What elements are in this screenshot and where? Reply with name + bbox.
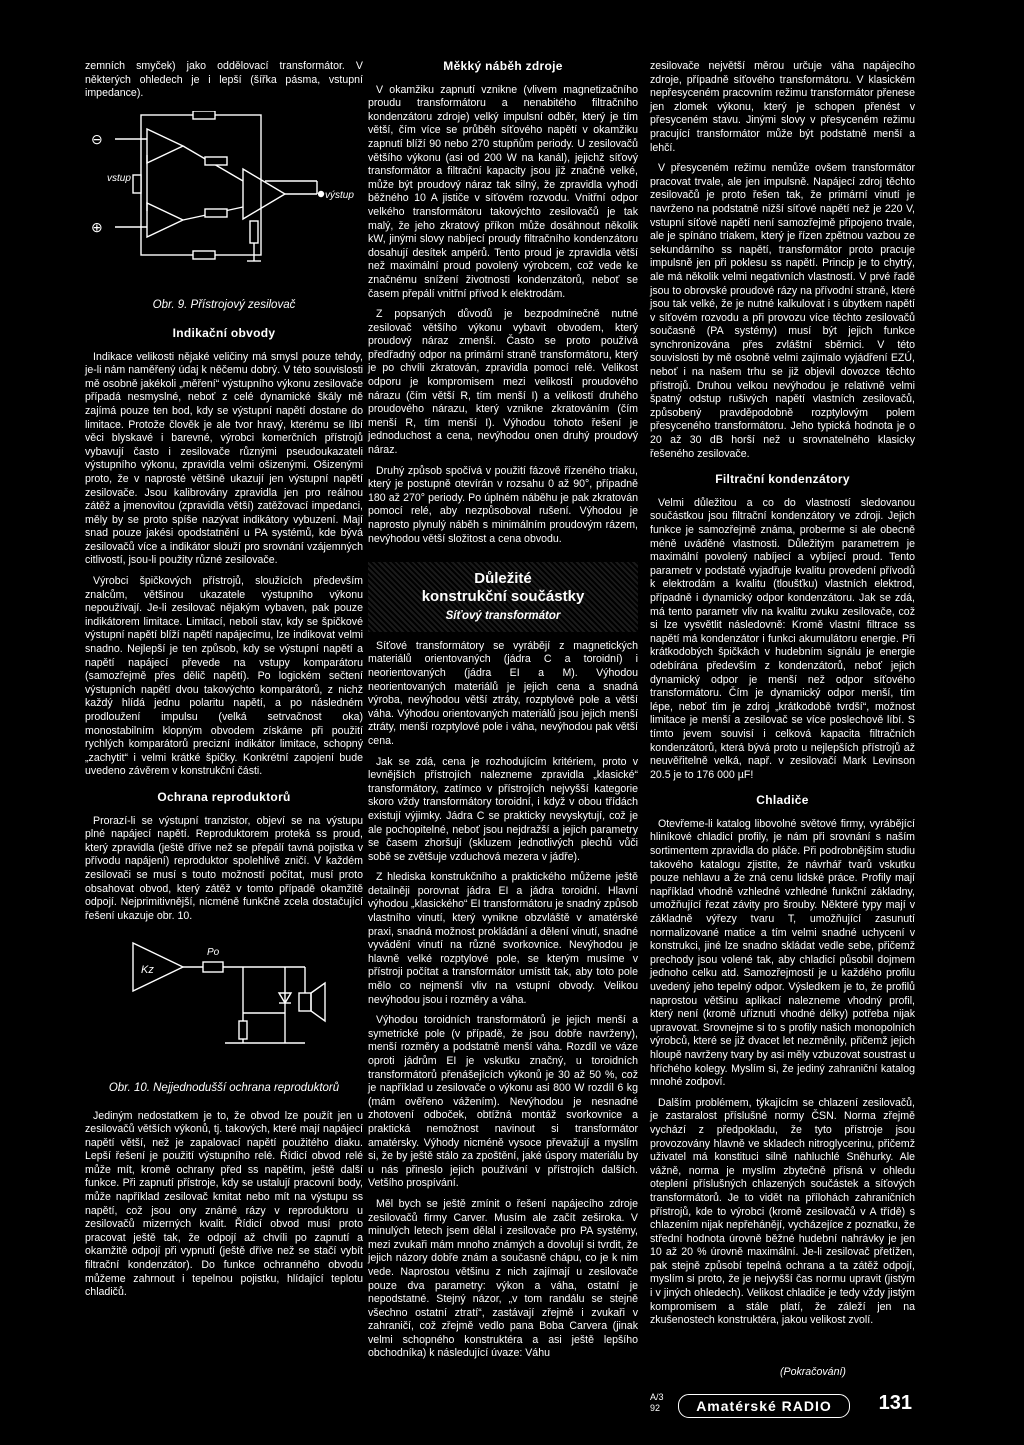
figure-10-caption: Obr. 10. Nejjednodušší ochrana reproduktorů [108,1081,340,1094]
heading-sitovy-transformator: Síťový transformátor [445,610,561,623]
opamp-3 [243,169,285,219]
kz-label: Kz [141,964,154,977]
output-label: výstup [325,189,354,201]
heading-ochrana-reproduktoru: Ochrana reproduktorů [157,789,291,804]
paragraph: Dalším problémem, týkajícím se chlazení zesilovačů, je zastaralost příslušné normy ČSN. Norma zřejmě vychází z předpokladu, že tyto přístroje jsou provozovány hlavně ve skladech nitroglycerinu, přičemž uživatel má konstituci silně nahluchlé Sněhurky. Ale vážně, norma je myslím zbytečně přísná v ohledu oteplení příslušných chlazených součástek a síťových transformátorů. Je to vidět na přílohách zahraničních přístrojů, kde to výrobci (kromě zesilovačů v A třídě) s chlazením nijak nepřehánějí, vycházejíce z poznatku, že střední hodnota úrovně běžné hudební nahrávky je jen 10 až 20 % úrovně maximální. Je-li zesilovač přetížen, pak stejně způsobí tepelná ochrana a ta zátěž odpojí, myslím si proto, že je nejvyšší čas normu upravit (jistým i v jiných ohledech). Velikost chladiče je tedy vždy jistým kompromisem a stále platí, že záleží jen na zkušenostech konstruktéra, jakou velikost zvolí. [650,1096,915,1327]
paragraph: Otevřeme-li katalog libovolné světové firmy, vyrábějící hliníkové chladicí profily, je nám při srovnání s naším sortimentem zpravidla do pláče. Při podrobnějším studiu takového katalogu zjistíte, že návrhář tvarů vskutku pouze nehlavu a že zná cenu lidské práce. Profily mají například vhodně vzhledné vzhledné funkční základny, umožňující řezat závity pro šrouby. Některé typy mají v základně výřezy tvaru T, umožňující zasunutí normalizované matice a tím velmi snadné uchycení v konstrukci, jiné lze snadno skládat vedle sebe, přičemž prechody jsou volené tak, aby chladicí působil dojmem jednoho celku atd. Samozřejmostí je u každého profilu uvedený jeho tepelný odpor. Výsledkem je to, že profilů naprostou většinu aplikací nalezneme vhodný profil, který není (kromě uříznutí vhodné délky) potřeba nijak upravovat. Srovnejme si to s profily našich monopolních výrobců, které se již dvacet let nezměnily, přičemž jejich hloupě navrženy tvary by asi měly vzbuzovat soustrast u hříchého kolegy. Myslím si, že jediný zahraniční katalog mnohé zodpoví. [650,817,915,1089]
section-banner [368,562,638,632]
plus-terminal: ⊕ [91,218,103,235]
paragraph: Jak se zdá, cena je rozhodujícím kritériem, proto v levnějších přístrojích nalezneme zpravidla „klasické“ transformátory, zatímco v přístrojích nejvyšší kategorie skoro vždy transformátory toroidní, i když v obou třídách existují výjimky. Jádra C se prakticky nevyskytují, což je ale pochopitelné, neboť jsou nejdražší a jejich parametry se časem zhoršují (skluzem jednotlivých plechů vůči sobě se zvětšuje vzduchová mezera v jádře). [368,755,638,863]
issue-number: A/3 92 [650,1392,664,1413]
opamp-2 [147,203,183,237]
banner-title-2: konstrukční součástky [421,588,585,606]
paragraph: Indikace velikosti nějaké veličiny má smysl pouze tehdy, je-li nám naměřený údaj k něčemu dobrý. V této souvislosti mě osobně jakékoli „měření“ výstupního výkonu zesilovače případá nesmyslné, neboť z celé dynamické škály mě zajímá pouze ten bod, kdy se výstupní napětí dostane do limitace. Protože člověk je ale tvor hravý, kterému se líbí věci blyskavé i barevné, výrobci komerčních přístrojů vybavují často i zesilovače různými pseudoukazateli výstupního výkonu, zpravidla velmi ošizenými. Ošizenými proto, že v naprosté většině ukazují jen výstupní napětí zesilovače. Jsou kalibrovány zpravidla jen pro reálnou zátěž a jmenovitou (zpravidla větší) zatěžovací impedanci, měly by se proto spíše nazývat indikátory vybuzení. Mají snad pouze jakési opodstatnění u PA systémů, kde bývá zesilovačů více a indikátor slouží pro srovnání vzájemných citlivostí, jsou-li použity různé zesilovače. [85,350,363,567]
paragraph: V přesyceném režimu nemůže ovšem transformátor pracovat trvale, ale jen impulsně. Napájecí zdroj těchto zesilovačů je proto řešen tak, že primární vinutí je navrženo na podstatně nižší síťové napětí než je 220 V, vstupní síťové napětí není samozřejmě připojeno trvale, ale je spínáno triakem, který je řízen zpětnou vazbou ze sekundárního ss napětí, transformátor proto pracuje impulsně jen při poklesu ss napětí. Princip je to chytrý, ale má několik velmi negativních vlastností. V prvé řadě jsou to obrovské proudové rázy na přívodní straně, které jsou tak velké, že je nutné kalkulovat i s úbytkem napětí v síťovém rozvodu a při provozu více těchto zesilovačů současně (PA systémy) musí být jejich funkce synchronizována přes zvláštní sběrnici. V této souvislosti by mě osobně velmi zajímalo vyjádření EZÚ, neboť i na našem trhu se již objevil dovozce těchto přístrojů. Druhou velkou nevýhodou je relativně velmi špatný odstup rušivých napětí vlastních zesilovačů, způsobený pravděpodobně rozptylovým polem přesyceného transformátoru. Jeho typická hodnota je o 20 až 30 dB horší než u srovnatelného klasicky řešeného zesilovače. [650,162,915,460]
input-label: vstup [107,172,131,184]
paragraph: zesilovače největší měrou určuje váha napájecího zdroje, případně síťového transformátoru. V klasickém nepřesyceném pracovním režimu transformátor přenese jen zlomek výkonu, který je schopen přenést v přesyceném stavu. Jinými slovy v přesyceném režimu pracující transformátor může být podstatně menší a lehčí. [650,60,915,154]
paragraph: Druhý způsob spočívá v použití fázově řízeného triaku, který je postupně otevírán v rozsahu 0 až 90°, případně 180 až 270° periody. Po úplném náběhu je pak zkratován pomocí relé, aby nezpůsoboval rušení. Výhodou je naprosto plynulý náběh s minimálním proudovým rázem, nevýhodou větší složitost a cena obvodu. [368,464,638,545]
page-number: 131 [878,1392,912,1414]
heading-filtracni-kondenzatory: Filtrační kondenzátory [715,472,850,487]
paragraph: Prorazí-li se výstupní tranzistor, objeví se na výstupu plné napájecí napětí. Reproduktorem proteká ss proud, který zpravidla (ještě dříve než se přepálí tavná pojistka v přívodu napájení) reproduktor spolehlivě zničí. V každém zesilovači se musí s touto možností počítat, musí proto obsahovat obvod, který zátěž v tomto případě okamžitě odpojí. Nejprimitivnější, nicméně funkčně zcela dostačující řešení ukazuje obr. 10. [85,814,363,922]
heading-chladice: Chladiče [756,793,809,808]
intro-paragraph: zemních smyček) jako oddělovací transformátor. V některých ohledech je i lepší (šířka pásma, vstupní impedance). [85,60,363,100]
paragraph: Z popsaných důvodů je bezpodmínečně nutné zesilovač většího výkonu vybavit obvodem, který proudový náraz zmenší. Často se proto používá předřadný odpor na primární straně transformátoru, který je po chvíli zkratován, zpravidla pomocí relé. Velikost odporu je kompromisem mezi velikostí proudového nárazu (čím větší R, tím menší I) a velikostí druhého proudového nárazu, který vznikne zkratováním (čím menší R, tím menší I). Výhodou tohoto řešení je jednoduchost a cena, nevýhodou onen druhý proudový náraz. [368,308,638,457]
paragraph: Výhodou toroidních transformátorů je jejich menší a symetrické pole (v případě, že jsou dobře navrženy), menší rozměry a podstatně menší váha. Rozdíl ve váze oproti jádrům EI je vskutku značný, u toroidních transformátorů přenášejících výkonů je 30 až 50 %, což je například u zesilovače o výkonu asi 800 W rozdíl 6 kg (mám ověřeno vážením). Nevýhodou je nesnadné zhotovení odboček, obtížná montáž svorkovnice a praktická nemožnost navinout si transformátor amatérsky. Výhody nicméně vysoce převažují a myslím si, že by ještě stálo za zpoštění, jaké úspory materiálu by u nás přineslo jejich používání v přístrojích dalších. Vetšího prospívání. [368,1014,638,1190]
heading-indikacni-obvody: Indikační obvody [172,325,276,340]
minus-terminal: ⊖ [91,130,103,147]
speaker-protection-diagram [85,933,363,1073]
paragraph: Síťové transformátory se vyrábějí z magnetických materiálů orientovaných (jádra C a toroidní) i neorientovaných (jádra EI a M). Výhodou neorientovaných materiálů je jejich cena a snadná výroba, nevýhodou větší ztráty, rozptylové pole a větší váha. Výhodou orientovaných materiálů jsou jejich menší ztráty, menší rozptylové pole i váha, nevýhodou pak větší cena. [368,639,638,747]
continued-note: (Pokračování) [780,1366,846,1378]
paragraph: Jediným nedostatkem je to, že obvod lze použít jen u zesilovačů větších výkonů, tj. takových, které mají napájecí napětí větší, než je zapalovací napětí použitého diaku. Lepší řešení je použití výstupního relé. Řídicí obvod relé může mít, kromě ochrany před ss napětím, ještě další funkce. Při zapnutí přístroje, kdy se ustalují pracovní body, může například zesilovač kmitat nebo mít na výstupu ss napětí, což jsou ony známé rázy v reproduktoru u zesilovačů mizerných kvalit. Řídicí obvod musí proto pracovat ještě tak, že odpojí až chvíli po zapnutí a okamžitě odpojí při vypnutí (ještě dříve než se stačí vybít filtrační kondenzátor). Do funkce ochranného obvodu můžeme zahrnout i tepelnou pojistku, hlídající teplotu chladičů. [85,1109,363,1299]
page-footer [650,1390,920,1426]
paragraph: Z hlediska konstrukčního a praktického můžeme ještě detailněji porovnat jádra EI a jádra toroidní. Hlavní výhodou „klasického“ EI transformátoru je snadný způsob vlastního vinutí, který vynikne obzvláště v amatérské praxi, snadná možnost prokládání a dělení vinutí, snadné vyvádění vinutí na různé svorkovnice. Nevýhodou je hlavně velké rozptylové pole, se kterým musíme v přístroji počítat a transformátor umístit tak, aby toto pole mělo co nejmenší vliv na vstupní obvody. Velikou nevýhodou jsou i rozměry a váha. [368,871,638,1006]
heading-mekky-nabeh: Měkký náběh zdroje [443,59,563,73]
opamp-1 [147,129,183,163]
paragraph: V okamžiku zapnutí vznikne (vlivem magnetizačního proudu transformátoru a nenabitého filtračního kondenzátoru zdroje) velký impulsní odběr, který je tím větší, čím více se průběh síťového napětí v okamžiku zapnutí blíží 90 nebo 270 stupňům periody. U zesilovačů většího výkonu (asi od 200 W na kanál), jejichž síťový transformátor a filtrační kapacity jsou již značně velké, může být proudový náraz tak silný, že zpravidla vyhodí běžného 10 A jističe v síťovém rozvodu. Vnitřní odpor velkého transformátoru takovýchto zesilovačů je tak malý, že jeho zkratový příkon může dosáhnout několik kW, jinými slovy nabíjecí proudy filtračního kondenzátoru dosahují desítek ampérů. Tento proud je zpravidla větší než maximální proud povolený výrobcem, což vede ke značnému snížení životnosti kondenzátorů, neboť se časem přepálí vnitřní přívod k elektrodám. [368,83,638,300]
column-1 [85,60,363,1307]
figure-9-caption: Obr. 9. Přístrojový zesilovač [152,299,296,312]
instrument-amplifier-diagram [85,111,363,291]
column-3 [650,60,915,1335]
paragraph: Měl bych se ještě zmínit o řešení napájecího zdroje zesilovačů firmy Carver. Musím ale začít zeširoka. V minulých letech jsem dělal i zesilovače pro PA systémy, mezi zvukaři mám mnoho známých a dovolují si tvrdit, že jejich názory dobře znám a současně chápu, co je k nim vede. Naprostou většinu z nich zajímají u zesilovače pouze dva parametry: výkon a váha, ostatní je nepodstatné. Stejný názor, „v tom randálu se stejně všechno ostatní ztratí“, zastávají zřejmě i zvukaři v zahraničí, což zřejmě vedlo pana Boba Carvera (jinak velmi schopného konstruktéra a asi ještě lepšího obchodníka) k následující úvaze: Váhu [368,1197,638,1360]
paragraph: Velmi důležitou a co do vlastností sledovanou součástkou jsou filtrační kondenzátory ve zdroji. Jejich funkce je samozřejmě známa, proberme si ale obecně méně uváděné vlastnosti. Důležitým parametrem je maximální povolený nabíjecí a vybíjecí proud. Tento parametr v podstatě vyjadřuje kvalitu provedení přívodů k elektrodám a kvalitu (tloušťku) vlastních elektrod, případně i dynamický odpor kondenzátoru. Jak se zdá, má tento parametr vliv na kvalitu zvuku zesilovače, což si lze vysvětlit následovně: Kromě vlastní filtrace ss napětí má kondenzátor i funkci akumulátoru energie. Při krátkodobých špičkách v hudebním signálu je energie odebírána především z kondenzátorů, neboť jejich dynamický odpor je menší než odpor síťového transformátoru. Čím je dynamický odpor menší, tím lépe, neboť tím je zdroj „krátkodobě tvrdší“, možnost limitace je menší a zesilovač se více poslechově líbí. S tímto jevem souvisí i celková kapacita filtračních kondenzátorů, která bývá proto u nejlepších přístrojů až neuvěřitelně velká, např. v zesilovačí Mark Levinson 20.5 je to 176 000 µF! [650,496,915,781]
paragraph: Výrobci špičkových přístrojů, sloužících především znalcům, většinou ukazatele výstupního výkonu nepoužívají. Je-li zesilovač nějakým vybaven, pak pouze indikátorem limitace. Limitací, neboli stav, kdy se špičkové výstupní napětí blíží napětí napájecímu, lze indikovat velmi snadno. Nejlepší je ten způsob, kdy se výstupní napětí a napětí napájecí převede na vstupy komparátoru (samozřejmě přes dělič napětí). Po logickém sečtení výstupních napětí dvou takovýchto komparátorů, z nichž každý hlídá jednu polaritu napětí, a po následném prodloužení impulsu (velká setrvačnost oka) monostabilním klopným obvodem získáme při použití rychlých komparátorů precizní indikátor limitace, schopný „zachytit“ i velmi krátké špičky. Konkrétní zapojení bude uvedeno závěrem v konstrukční části. [85,575,363,778]
magazine-logo: Amatérské RADIO [678,1394,850,1418]
banner-title-1: Důležité [474,570,532,588]
fuse-po [203,962,223,972]
po-label: Po [207,947,220,959]
figure-10 [85,933,363,1095]
figure-9 [85,111,363,313]
column-2 [368,60,638,1368]
